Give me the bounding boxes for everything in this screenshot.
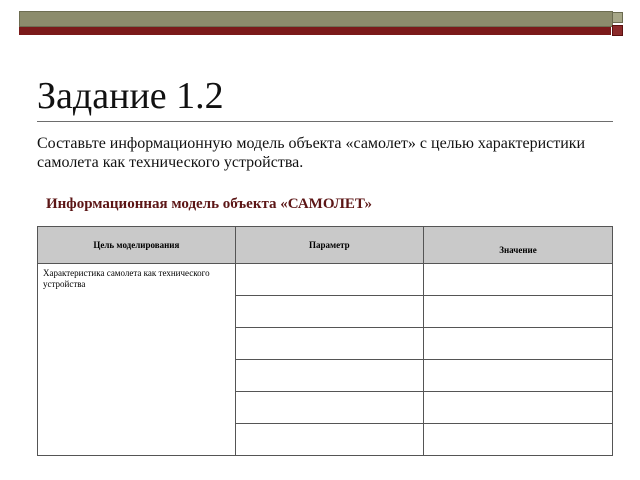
table-header-row — [38, 227, 613, 264]
param-cell[interactable] — [235, 264, 423, 296]
goal-cell: Характеристика самолета как технического устройства — [38, 264, 236, 456]
param-cell[interactable] — [235, 424, 423, 456]
param-cell[interactable] — [235, 296, 423, 328]
table-row — [38, 264, 613, 296]
param-cell[interactable] — [235, 360, 423, 392]
model-table — [37, 226, 613, 456]
value-cell[interactable] — [423, 296, 612, 328]
table-caption: Информационная модель объекта «САМОЛЕТ» — [46, 196, 373, 212]
param-cell[interactable] — [235, 328, 423, 360]
value-cell[interactable] — [423, 392, 612, 424]
value-cell[interactable] — [423, 328, 612, 360]
param-cell[interactable] — [235, 392, 423, 424]
task-text: Составьте информационную модель объекта «самолет» с целью характеристики самолета как технического устройства. — [37, 135, 586, 171]
value-cell[interactable] — [423, 424, 612, 456]
value-cell[interactable] — [423, 264, 612, 296]
header-value: Значение — [423, 227, 612, 264]
header-goal: Цель моделирования — [38, 227, 236, 264]
header-bar-maroon — [19, 27, 611, 35]
value-cell[interactable] — [423, 360, 612, 392]
header-bar-olive — [19, 11, 613, 27]
decor-square-top — [612, 12, 623, 23]
title-divider — [37, 121, 613, 122]
header-parameter: Параметр — [235, 227, 423, 264]
decor-square-bottom — [612, 25, 623, 36]
slide-title: Задание 1.2 — [37, 75, 224, 117]
